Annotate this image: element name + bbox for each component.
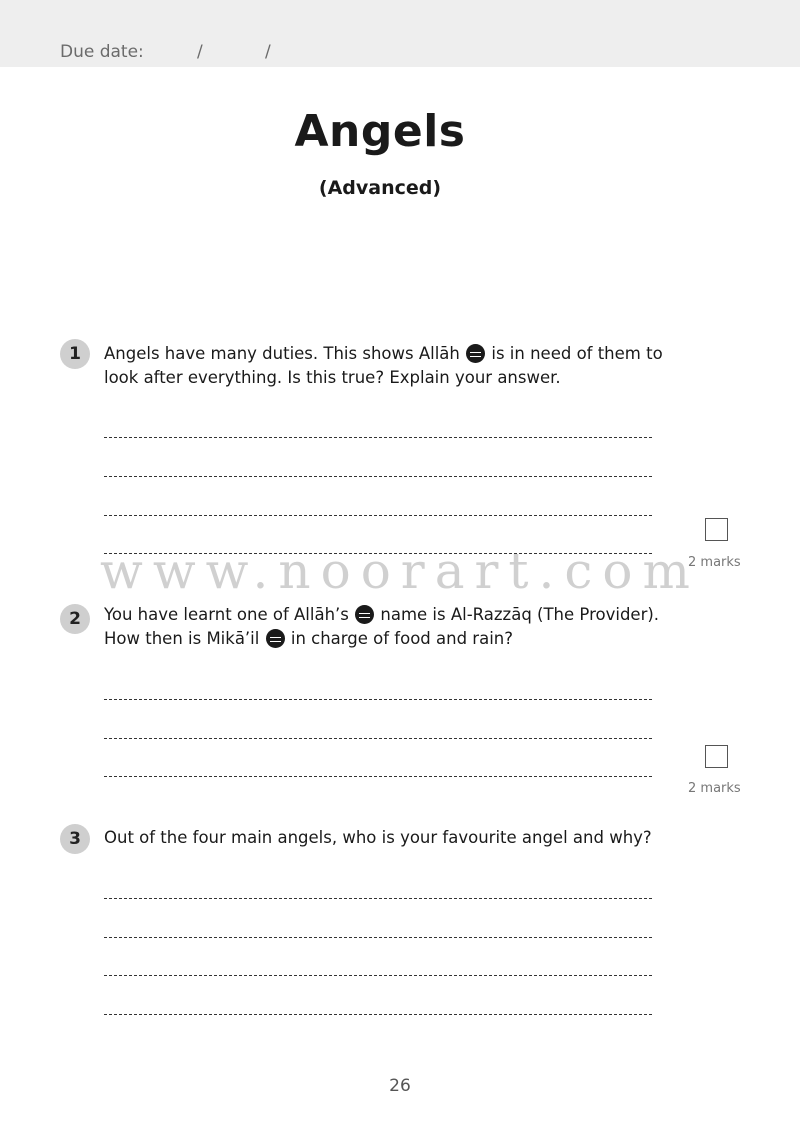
page-subtitle: (Advanced) [318,177,442,199]
marks-label-1: 2 marks [688,555,741,570]
answer-line-1-2[interactable] [104,476,652,477]
answer-line-1-3[interactable] [104,515,652,516]
question-number-1: 1 [60,339,90,369]
subhanahu-wa-taala-icon [466,344,485,363]
question-2-text-part-c: in charge of food and rain? [290,629,513,648]
page-number: 26 [389,1076,411,1096]
answer-line-2-2[interactable] [104,738,652,739]
answer-line-3-3[interactable] [104,975,652,976]
marks-checkbox-2[interactable] [705,745,728,768]
question-1-text-part-a: Angels have many duties. This shows Allāh [104,344,460,363]
question-2-text-part-a: You have learnt one of Allāh’s [104,605,349,624]
marks-label-2: 2 marks [688,781,741,796]
answer-line-2-3[interactable] [104,776,652,777]
question-text-3: Out of the four main angels, who is your favourite angel and why? [104,828,652,847]
marks-checkbox-1[interactable] [705,518,728,541]
question-2-text-part-b: name is Al-Razzāq (The Provider). How then is Mikā’il [104,605,660,648]
question-1-text-part-b: is in need of them to look after everything. Is this true? Explain your answer. [104,344,663,387]
subhanahu-wa-taala-icon [355,605,374,624]
due-date-label: Due date: [60,42,144,62]
question-text-1 [104,342,664,390]
answer-line-3-1[interactable] [104,898,652,899]
alayhis-salam-icon [266,629,285,648]
answer-line-3-2[interactable] [104,937,652,938]
question-number-3: 3 [60,824,90,854]
watermark: www.noorart.com [100,542,700,600]
answer-line-3-4[interactable] [104,1014,652,1015]
question-text-2 [104,603,664,651]
question-number-2: 2 [60,604,90,634]
page-title: Angels [294,106,466,157]
answer-line-2-1[interactable] [104,699,652,700]
due-date-separator-2: / [265,42,271,62]
answer-line-1-1[interactable] [104,437,652,438]
due-date-separator-1: / [197,42,203,62]
